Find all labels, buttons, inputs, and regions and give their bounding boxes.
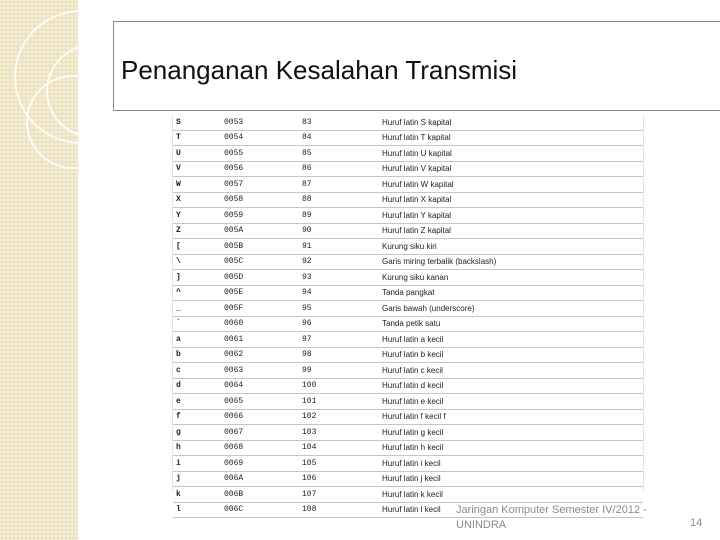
ascii-table-body: [173, 115, 643, 518]
table-row: [173, 254, 643, 270]
table-row: [173, 332, 643, 348]
description-cell: Kurung siku kanan: [379, 270, 643, 286]
hex-cell: 005B: [221, 239, 299, 255]
table-row: [173, 208, 643, 224]
decimal-cell: 91: [299, 239, 379, 255]
char-cell: Y: [173, 208, 221, 224]
description-cell: Garis miring terbalik (backslash): [379, 254, 643, 270]
decimal-cell: 107: [299, 487, 379, 503]
table-row: [173, 471, 643, 487]
decimal-cell: 100: [299, 378, 379, 394]
description-cell: Huruf latin f kecil f: [379, 409, 643, 425]
char-cell: e: [173, 394, 221, 410]
table-row: [173, 363, 643, 379]
description-cell: Tanda pangkat: [379, 285, 643, 301]
char-cell: f: [173, 409, 221, 425]
description-cell: Huruf latin X kapital: [379, 192, 643, 208]
char-cell: Z: [173, 223, 221, 239]
char-cell: S: [173, 115, 221, 130]
hex-cell: 0061: [221, 332, 299, 348]
hex-cell: 0067: [221, 425, 299, 441]
char-cell: h: [173, 440, 221, 456]
decimal-cell: 108: [299, 502, 379, 518]
char-cell: `: [173, 316, 221, 332]
hex-cell: 0060: [221, 316, 299, 332]
hex-cell: 0054: [221, 130, 299, 146]
footer-line-2: UNINDRA: [456, 519, 507, 531]
table-row: [173, 440, 643, 456]
description-cell: Huruf latin l kecil: [379, 502, 643, 518]
hex-cell: 005D: [221, 270, 299, 286]
char-cell: U: [173, 146, 221, 162]
decimal-cell: 104: [299, 440, 379, 456]
page-number: 14: [690, 517, 703, 529]
hex-cell: 0064: [221, 378, 299, 394]
description-cell: Huruf latin Z kapital: [379, 223, 643, 239]
description-cell: Huruf latin S kapital: [379, 115, 643, 130]
slide-title: Penanganan Kesalahan Transmisi: [121, 55, 518, 85]
decimal-cell: 84: [299, 130, 379, 146]
description-cell: Huruf latin c kecil: [379, 363, 643, 379]
char-cell: d: [173, 378, 221, 394]
description-cell: Tanda petik satu: [379, 316, 643, 332]
char-cell: a: [173, 332, 221, 348]
table-row: [173, 115, 643, 130]
hex-cell: 0068: [221, 440, 299, 456]
decimal-cell: 86: [299, 161, 379, 177]
char-cell: ^: [173, 285, 221, 301]
hex-cell: 005F: [221, 301, 299, 317]
hex-cell: 0069: [221, 456, 299, 472]
description-cell: Huruf latin e kecil: [379, 394, 643, 410]
hex-cell: 0057: [221, 177, 299, 193]
table-row: [173, 425, 643, 441]
table-row: [173, 285, 643, 301]
decimal-cell: 103: [299, 425, 379, 441]
table-row: [173, 301, 643, 317]
table-row: [173, 378, 643, 394]
char-cell: ]: [173, 270, 221, 286]
decimal-cell: 101: [299, 394, 379, 410]
table-row: [173, 394, 643, 410]
description-cell: Huruf latin Y kapital: [379, 208, 643, 224]
decimal-cell: 92: [299, 254, 379, 270]
decimal-cell: 93: [299, 270, 379, 286]
description-cell: Huruf latin j kecil: [379, 471, 643, 487]
table-row: [173, 161, 643, 177]
char-cell: l: [173, 502, 221, 518]
table-row: [173, 239, 643, 255]
char-cell: b: [173, 347, 221, 363]
description-cell: Huruf latin h kecil: [379, 440, 643, 456]
char-cell: c: [173, 363, 221, 379]
hex-cell: 0066: [221, 409, 299, 425]
hex-cell: 006C: [221, 502, 299, 518]
footer-line-1: Jaringan Komputer Semester IV/2012 -: [456, 504, 647, 516]
table-row: [173, 409, 643, 425]
decimal-cell: 89: [299, 208, 379, 224]
description-cell: Huruf latin g kecil: [379, 425, 643, 441]
char-cell: X: [173, 192, 221, 208]
hex-cell: 006A: [221, 471, 299, 487]
hex-cell: 0063: [221, 363, 299, 379]
char-cell: \: [173, 254, 221, 270]
footer: [456, 503, 686, 533]
hex-cell: 0053: [221, 115, 299, 130]
hex-cell: 006B: [221, 487, 299, 503]
description-cell: Huruf latin d kecil: [379, 378, 643, 394]
char-cell: V: [173, 161, 221, 177]
hex-cell: 0059: [221, 208, 299, 224]
description-cell: Huruf latin W kapital: [379, 177, 643, 193]
table-row: [173, 177, 643, 193]
decimal-cell: 106: [299, 471, 379, 487]
decimal-cell: 83: [299, 115, 379, 130]
table-row: [173, 347, 643, 363]
table-row: [173, 270, 643, 286]
decimal-cell: 105: [299, 456, 379, 472]
decimal-cell: 98: [299, 347, 379, 363]
char-cell: i: [173, 456, 221, 472]
description-cell: Kurung siku kiri: [379, 239, 643, 255]
char-cell: T: [173, 130, 221, 146]
hex-cell: 0055: [221, 146, 299, 162]
hex-cell: 005A: [221, 223, 299, 239]
description-cell: Huruf latin T kapital: [379, 130, 643, 146]
decimal-cell: 102: [299, 409, 379, 425]
description-cell: Huruf latin i kecil: [379, 456, 643, 472]
table-row: [173, 316, 643, 332]
table-row: [173, 487, 643, 503]
title-box: [113, 21, 720, 111]
decimal-cell: 85: [299, 146, 379, 162]
ascii-table: [173, 115, 643, 518]
decimal-cell: 96: [299, 316, 379, 332]
char-cell: g: [173, 425, 221, 441]
description-cell: Huruf latin V kapital: [379, 161, 643, 177]
char-cell: k: [173, 487, 221, 503]
description-cell: Huruf latin b kecil: [379, 347, 643, 363]
decimal-cell: 90: [299, 223, 379, 239]
hex-cell: 0065: [221, 394, 299, 410]
hex-cell: 0058: [221, 192, 299, 208]
hex-cell: 005E: [221, 285, 299, 301]
char-cell: _: [173, 301, 221, 317]
hex-cell: 0062: [221, 347, 299, 363]
table-row: [173, 192, 643, 208]
table-row: [173, 130, 643, 146]
hex-cell: 005C: [221, 254, 299, 270]
char-cell: [: [173, 239, 221, 255]
decimal-cell: 88: [299, 192, 379, 208]
decimal-cell: 95: [299, 301, 379, 317]
char-cell: W: [173, 177, 221, 193]
hex-cell: 0056: [221, 161, 299, 177]
decimal-cell: 94: [299, 285, 379, 301]
char-cell: j: [173, 471, 221, 487]
description-cell: Huruf latin U kapital: [379, 146, 643, 162]
table-row: [173, 223, 643, 239]
decimal-cell: 97: [299, 332, 379, 348]
decimal-cell: 87: [299, 177, 379, 193]
description-cell: Huruf latin k kecil: [379, 487, 643, 503]
decimal-cell: 99: [299, 363, 379, 379]
description-cell: Garis bawah (underscore): [379, 301, 643, 317]
table-row: [173, 456, 643, 472]
table-row: [173, 146, 643, 162]
description-cell: Huruf latin a kecil: [379, 332, 643, 348]
